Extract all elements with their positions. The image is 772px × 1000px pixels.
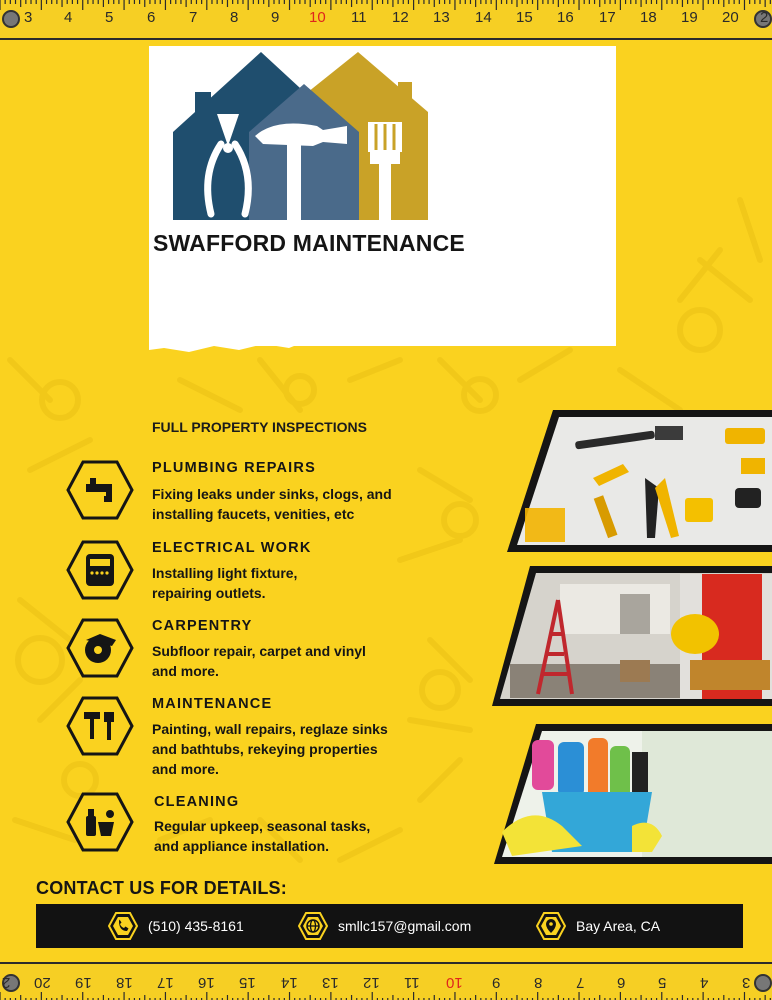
ruler-number: 17 — [157, 974, 174, 991]
ruler-number: 20 — [722, 9, 739, 26]
pipe-icon — [66, 460, 134, 520]
contact-heading: CONTACT US FOR DETAILS: — [36, 878, 287, 898]
ruler-number: 15 — [516, 9, 533, 26]
location-text: Bay Area, CA — [576, 918, 661, 934]
service-title: CARPENTRY — [152, 618, 253, 634]
tools-photo — [505, 408, 772, 554]
ruler-number: 7 — [576, 974, 585, 991]
ruler-number: 11 — [351, 9, 367, 26]
ruler-number: 12 — [392, 9, 409, 26]
contact-location[interactable] — [536, 904, 660, 948]
ruler-number: 15 — [239, 974, 256, 991]
meter-icon — [66, 540, 134, 600]
ruler-number: 6 — [147, 9, 156, 26]
ruler-number: 3 — [24, 9, 33, 26]
service-description: Painting, wall repairs, reglaze sinks and bathtubs, rekeying properties and more. — [152, 721, 388, 777]
ruler-bottom — [0, 962, 772, 1000]
logo-card — [149, 46, 616, 346]
service-title: ELECTRICAL WORK — [152, 540, 312, 556]
ruler-number: 13 — [433, 9, 450, 26]
ruler-number: 4 — [64, 9, 73, 26]
paint-roller-icon — [66, 696, 134, 756]
ruler-number: 3 — [742, 974, 751, 991]
saw-icon — [66, 618, 134, 678]
cleaning-supplies-icon — [66, 792, 134, 852]
screw-icon — [754, 974, 772, 992]
service-description: Installing light fixture, repairing outlets. — [152, 565, 298, 601]
ruler-number: 14 — [475, 9, 492, 26]
ruler-number: 7 — [189, 9, 198, 26]
globe-icon — [298, 911, 328, 941]
ruler-number: 12 — [363, 974, 380, 991]
phone-icon — [108, 911, 138, 941]
ruler-top — [0, 0, 772, 40]
torn-paper-edge — [149, 310, 619, 355]
ruler-number: 5 — [105, 9, 114, 26]
house-tools-logo — [173, 52, 433, 222]
cleaning-photo — [492, 722, 772, 866]
screw-icon — [2, 10, 20, 28]
ruler-number: 9 — [271, 9, 280, 26]
email-address: smllc157@gmail.com — [338, 918, 472, 934]
ruler-number: 4 — [700, 974, 709, 991]
ruler-number: 19 — [75, 974, 92, 991]
ruler-number: 17 — [599, 9, 616, 26]
contact-bar — [36, 904, 743, 948]
service-description: Fixing leaks under sinks, clogs, and installing faucets, venities, etc — [152, 486, 392, 522]
renovation-photo — [490, 564, 772, 708]
contact-email[interactable] — [298, 904, 471, 948]
ruler-number: 20 — [34, 974, 51, 991]
ruler-number: 16 — [557, 9, 574, 26]
service-description: Subfloor repair, carpet and vinyl and more. — [152, 643, 366, 679]
ruler-number: 10 — [309, 9, 326, 26]
ruler-number: 2 — [2, 974, 11, 991]
ruler-number: 18 — [640, 9, 657, 26]
ruler-number: 6 — [617, 974, 626, 991]
service-description: Regular upkeep, seasonal tasks, and appliance installation. — [154, 818, 371, 854]
ruler-number: 2 — [760, 9, 769, 26]
location-pin-icon — [536, 911, 566, 941]
ruler-number: 18 — [116, 974, 133, 991]
ruler-number: 11 — [404, 974, 420, 991]
ruler-number: 5 — [658, 974, 667, 991]
service-title: MAINTENANCE — [152, 696, 273, 712]
ruler-number: 19 — [681, 9, 698, 26]
phone-number: (510) 435-8161 — [148, 918, 244, 934]
contact-phone[interactable] — [108, 904, 244, 948]
service-title: PLUMBING REPAIRS — [152, 460, 316, 476]
intro-heading: FULL PROPERTY INSPECTIONS — [152, 419, 367, 435]
ruler-number: 8 — [534, 974, 543, 991]
ruler-number: 9 — [492, 974, 501, 991]
ruler-number: 14 — [281, 974, 298, 991]
ruler-number: 13 — [322, 974, 339, 991]
ruler-number: 10 — [446, 974, 463, 991]
service-title: CLEANING — [154, 794, 240, 810]
brand-name: SWAFFORD MAINTENANCE — [153, 230, 465, 256]
ruler-number: 16 — [198, 974, 215, 991]
ruler-number: 8 — [230, 9, 239, 26]
